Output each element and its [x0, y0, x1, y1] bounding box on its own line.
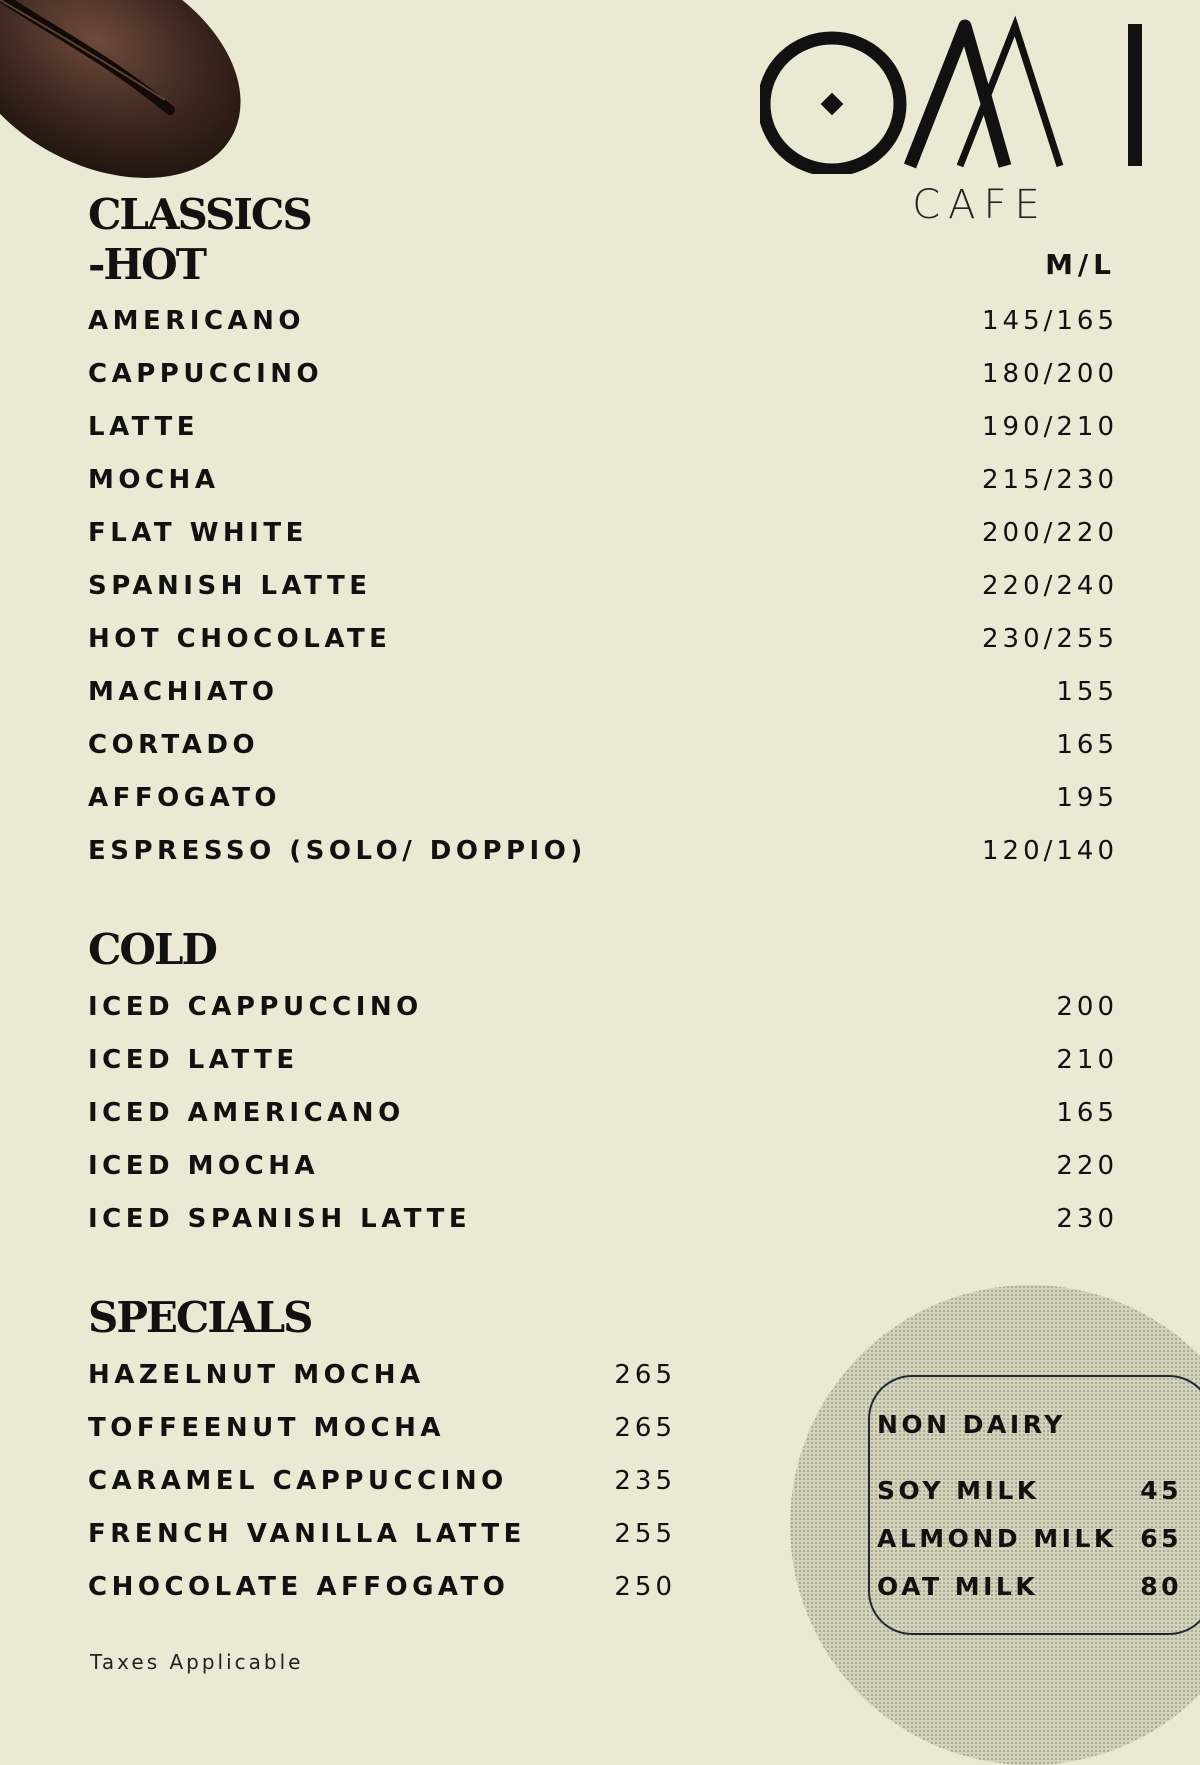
- menu-item: [88, 1348, 676, 1401]
- menu-item: [88, 1401, 676, 1454]
- menu-item: [88, 1086, 1118, 1139]
- cold-menu-list: [88, 980, 1118, 1245]
- item-price: 200/220: [981, 517, 1118, 548]
- item-name: ICED AMERICANO: [88, 1097, 405, 1128]
- menu-item: [88, 718, 1118, 771]
- item-name: ICED MOCHA: [88, 1150, 320, 1181]
- taxes-note: Taxes Applicable: [90, 1650, 304, 1674]
- cafe-subtitle: CAFE: [912, 182, 1048, 228]
- item-name: ICED SPANISH LATTE: [88, 1203, 472, 1234]
- item-name: SOY MILK: [877, 1475, 1040, 1505]
- item-name: HAZELNUT MOCHA: [88, 1359, 425, 1390]
- menu-item: [88, 400, 1118, 453]
- item-name: ICED LATTE: [88, 1044, 299, 1075]
- item-price: 230/255: [981, 623, 1118, 654]
- item-name: CARAMEL CAPPUCCINO: [88, 1465, 508, 1496]
- coffee-bean-image: [0, 0, 250, 180]
- item-name: AFFOGATO: [88, 782, 282, 813]
- item-price: 120/140: [981, 835, 1118, 866]
- menu-item: [88, 453, 1118, 506]
- non-dairy-item: [877, 1466, 1182, 1514]
- menu-item: [88, 559, 1118, 612]
- item-price: 180/200: [981, 358, 1118, 389]
- item-price: 65: [1140, 1523, 1182, 1553]
- menu-item: [88, 506, 1118, 559]
- item-name: FLAT WHITE: [88, 517, 308, 548]
- item-price: 255: [614, 1518, 676, 1549]
- item-price: 155: [1056, 676, 1118, 707]
- menu-item: [88, 665, 1118, 718]
- menu-item: [88, 347, 1118, 400]
- item-name: HOT CHOCOLATE: [88, 623, 392, 654]
- item-price: 165: [1056, 729, 1118, 760]
- non-dairy-title: NON DAIRY: [877, 1410, 1066, 1439]
- item-price: 200: [1056, 991, 1118, 1022]
- menu-item: [88, 1192, 1118, 1245]
- item-name: OAT MILK: [877, 1571, 1039, 1601]
- item-price: 235: [614, 1465, 676, 1496]
- size-header: M/L: [1045, 248, 1116, 281]
- item-price: 220/240: [981, 570, 1118, 601]
- menu-item: [88, 1033, 1118, 1086]
- menu-item: [88, 980, 1118, 1033]
- menu-item: [88, 771, 1118, 824]
- item-price: 215/230: [981, 464, 1118, 495]
- item-price: 145/165: [981, 305, 1118, 336]
- item-price: 45: [1140, 1475, 1182, 1505]
- specials-title: SPECIALS: [88, 1293, 312, 1342]
- menu-item: [88, 1139, 1118, 1192]
- item-name: ALMOND MILK: [877, 1523, 1117, 1553]
- item-name: ICED CAPPUCCINO: [88, 991, 423, 1022]
- non-dairy-item: [877, 1562, 1182, 1610]
- item-name: MOCHA: [88, 464, 220, 495]
- omi-logo: [760, 14, 1160, 174]
- item-name: MACHIATO: [88, 676, 279, 707]
- item-name: CAPPUCCINO: [88, 358, 324, 389]
- item-price: 265: [614, 1359, 676, 1390]
- hot-menu-list: [88, 294, 1118, 877]
- item-price: 165: [1056, 1097, 1118, 1128]
- menu-item: [88, 612, 1118, 665]
- specials-menu-list: [88, 1348, 676, 1613]
- non-dairy-item: [877, 1514, 1182, 1562]
- item-name: FRENCH VANILLA LATTE: [88, 1518, 526, 1549]
- item-price: 190/210: [981, 411, 1118, 442]
- item-name: AMERICANO: [88, 305, 306, 336]
- classics-hot-subtitle: -HOT: [88, 240, 205, 289]
- non-dairy-list: [877, 1466, 1182, 1610]
- item-price: 195: [1056, 782, 1118, 813]
- item-name: SPANISH LATTE: [88, 570, 372, 601]
- menu-item: [88, 824, 1118, 877]
- menu-item: [88, 1507, 676, 1560]
- item-name: CHOCOLATE AFFOGATO: [88, 1571, 510, 1602]
- item-price: 230: [1056, 1203, 1118, 1234]
- classics-title: CLASSICS: [88, 190, 311, 239]
- item-name: LATTE: [88, 411, 199, 442]
- item-price: 220: [1056, 1150, 1118, 1181]
- item-name: TOFFEENUT MOCHA: [88, 1412, 445, 1443]
- menu-item: [88, 1454, 676, 1507]
- item-name: CORTADO: [88, 729, 260, 760]
- item-price: 250: [614, 1571, 676, 1602]
- item-price: 265: [614, 1412, 676, 1443]
- menu-item: [88, 1560, 676, 1613]
- item-price: 80: [1140, 1571, 1182, 1601]
- menu-item: [88, 294, 1118, 347]
- item-price: 210: [1056, 1044, 1118, 1075]
- item-name: ESPRESSO (SOLO/ DOPPIO): [88, 835, 587, 866]
- cold-title: COLD: [88, 925, 216, 974]
